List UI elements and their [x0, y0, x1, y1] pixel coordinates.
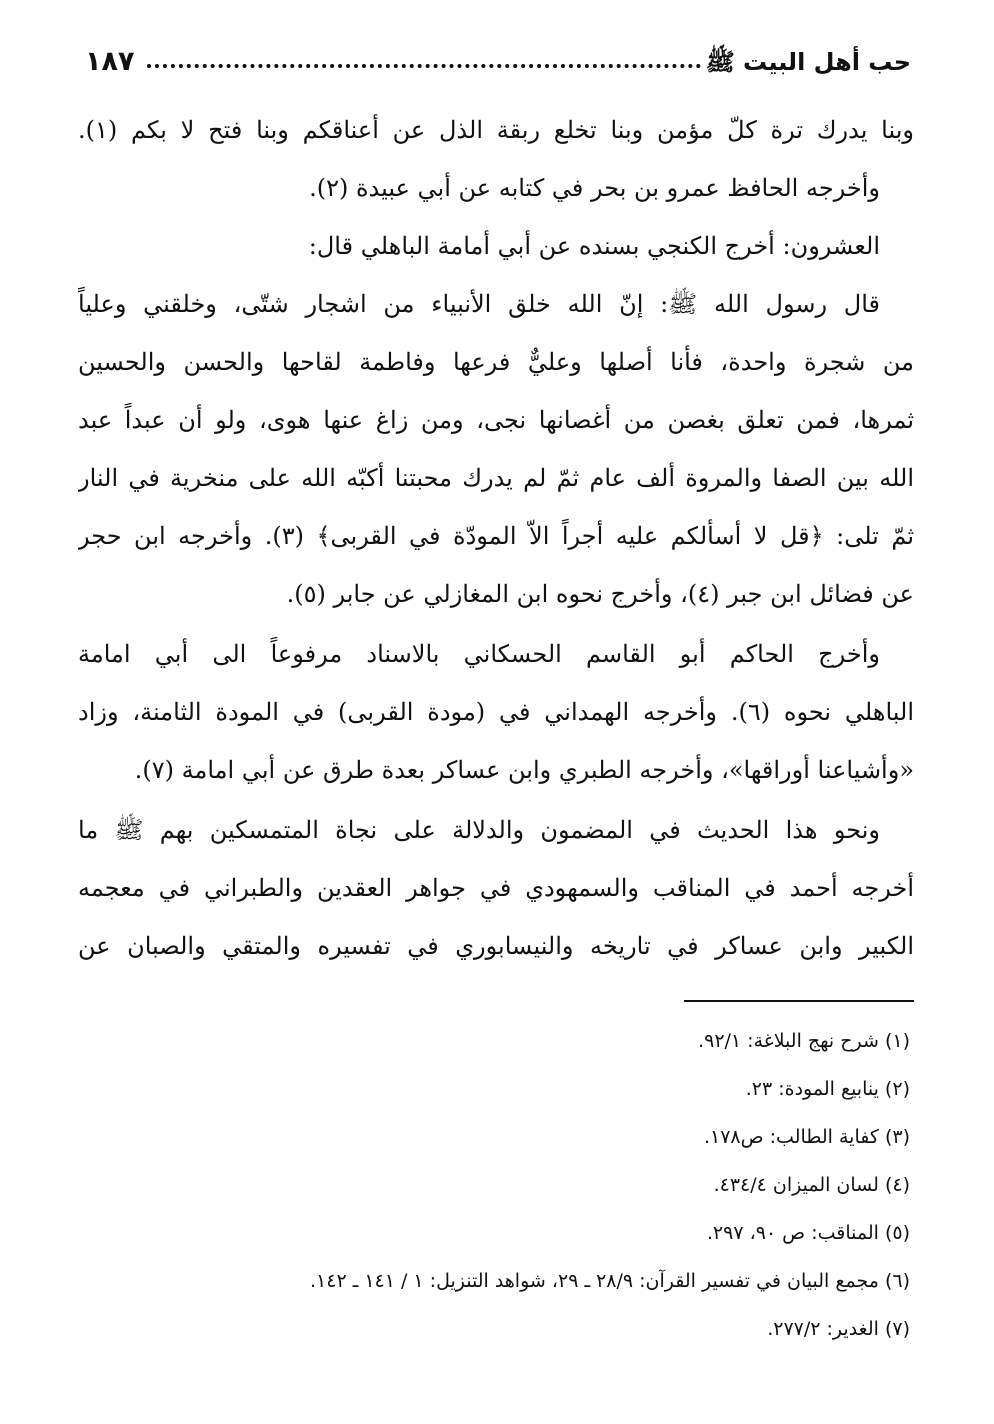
page-number: ١٨٧: [85, 46, 135, 77]
footnote-6: (٦) مجمع البيان في تفسير القرآن: ٢٨/٩ ـ ٢٩، شواهد التنزيل: ١ / ١٤١ ـ ١٤٢.: [309, 1270, 910, 1292]
footnote-7: (٧) الغدير: ٢٧٧/٢.: [767, 1318, 910, 1340]
running-title: حب أهل البيت ﷺ: [705, 48, 911, 76]
text-line: عن فضائل ابن جبر (٤)، وأخرج نحوه ابن المغازلي عن جابر (٥).: [286, 580, 914, 608]
footnote-4: (٤) لسان الميزان ٤٣٤/٤.: [713, 1174, 910, 1196]
text-line: «وأشياعنا أوراقها»، وأخرجه الطبري وابن عساكر بعدة طرق عن أبي امامة (٧).: [134, 756, 914, 784]
text-line: ثمرها، فمن تعلق بغصن من أغصانها نجى، ومن زاغ عنها هوى، ولو أن عبداً عبد: [78, 406, 914, 434]
footnote-divider: [684, 1000, 914, 1002]
footnote-1: (١) شرح نهج البلاغة: ٩٢/١.: [698, 1030, 910, 1052]
page-header: [85, 40, 911, 84]
text-line: وأخرجه الحافظ عمرو بن بحر في كتابه عن أبي عبيدة (٢).: [309, 174, 880, 202]
text-line: قال رسول الله ﷺ: إنّ الله خلق الأنبياء من اشجار شتّى، وخلقني وعلياً: [78, 290, 880, 318]
leader-dots: [147, 54, 701, 68]
text-line: الباهلي نحوه (٦). وأخرجه الهمداني في (مودة القربى) في المودة الثامنة، وزاد: [78, 698, 914, 726]
footnote-2: (٢) ينابيع المودة: ٢٣.: [745, 1078, 910, 1100]
text-line: الله بين الصفا والمروة ألف عام ثمّ لم يدرك محبتنا أكبّه الله على منخرية في النار: [78, 464, 914, 492]
text-line: ونحو هذا الحديث في المضمون والدلالة على نجاة المتمسكين بهم ﷺ ما: [78, 816, 880, 844]
footnote-3: (٣) كفاية الطالب: ص١٧٨.: [703, 1126, 910, 1148]
text-line: وبنا يدرك ترة كلّ مؤمن وبنا تخلع ربقة الذل عن أعناقكم وبنا فتح لا بكم (١).: [78, 116, 914, 144]
text-line: الكبير وابن عساكر في تاريخه والنيسابوري في تفسيره والمتقي والصبان عن: [78, 932, 914, 960]
text-line: العشرون: أخرج الكنجي بسنده عن أبي أمامة الباهلي قال:: [308, 232, 880, 260]
text-line: أخرجه أحمد في المناقب والسمهودي في جواهر العقدين والطبراني في معجمه: [78, 874, 914, 902]
text-line: وأخرج الحاكم أبو القاسم الحسكاني بالاسناد مرفوعاً الى أبي امامة: [78, 640, 881, 668]
text-line: من شجرة واحدة، فأنا أصلها وعليٌّ فرعها وفاطمة لقاحها والحسن والحسين: [78, 348, 914, 376]
footnote-5: (٥) المناقب: ص ٩٠، ٢٩٧.: [706, 1222, 910, 1244]
text-line: ثمّ تلى: ﴿قل لا أسألكم عليه أجراً الاّ المودّة في القربى﴾ (٣). وأخرجه ابن حجر: [78, 522, 914, 550]
